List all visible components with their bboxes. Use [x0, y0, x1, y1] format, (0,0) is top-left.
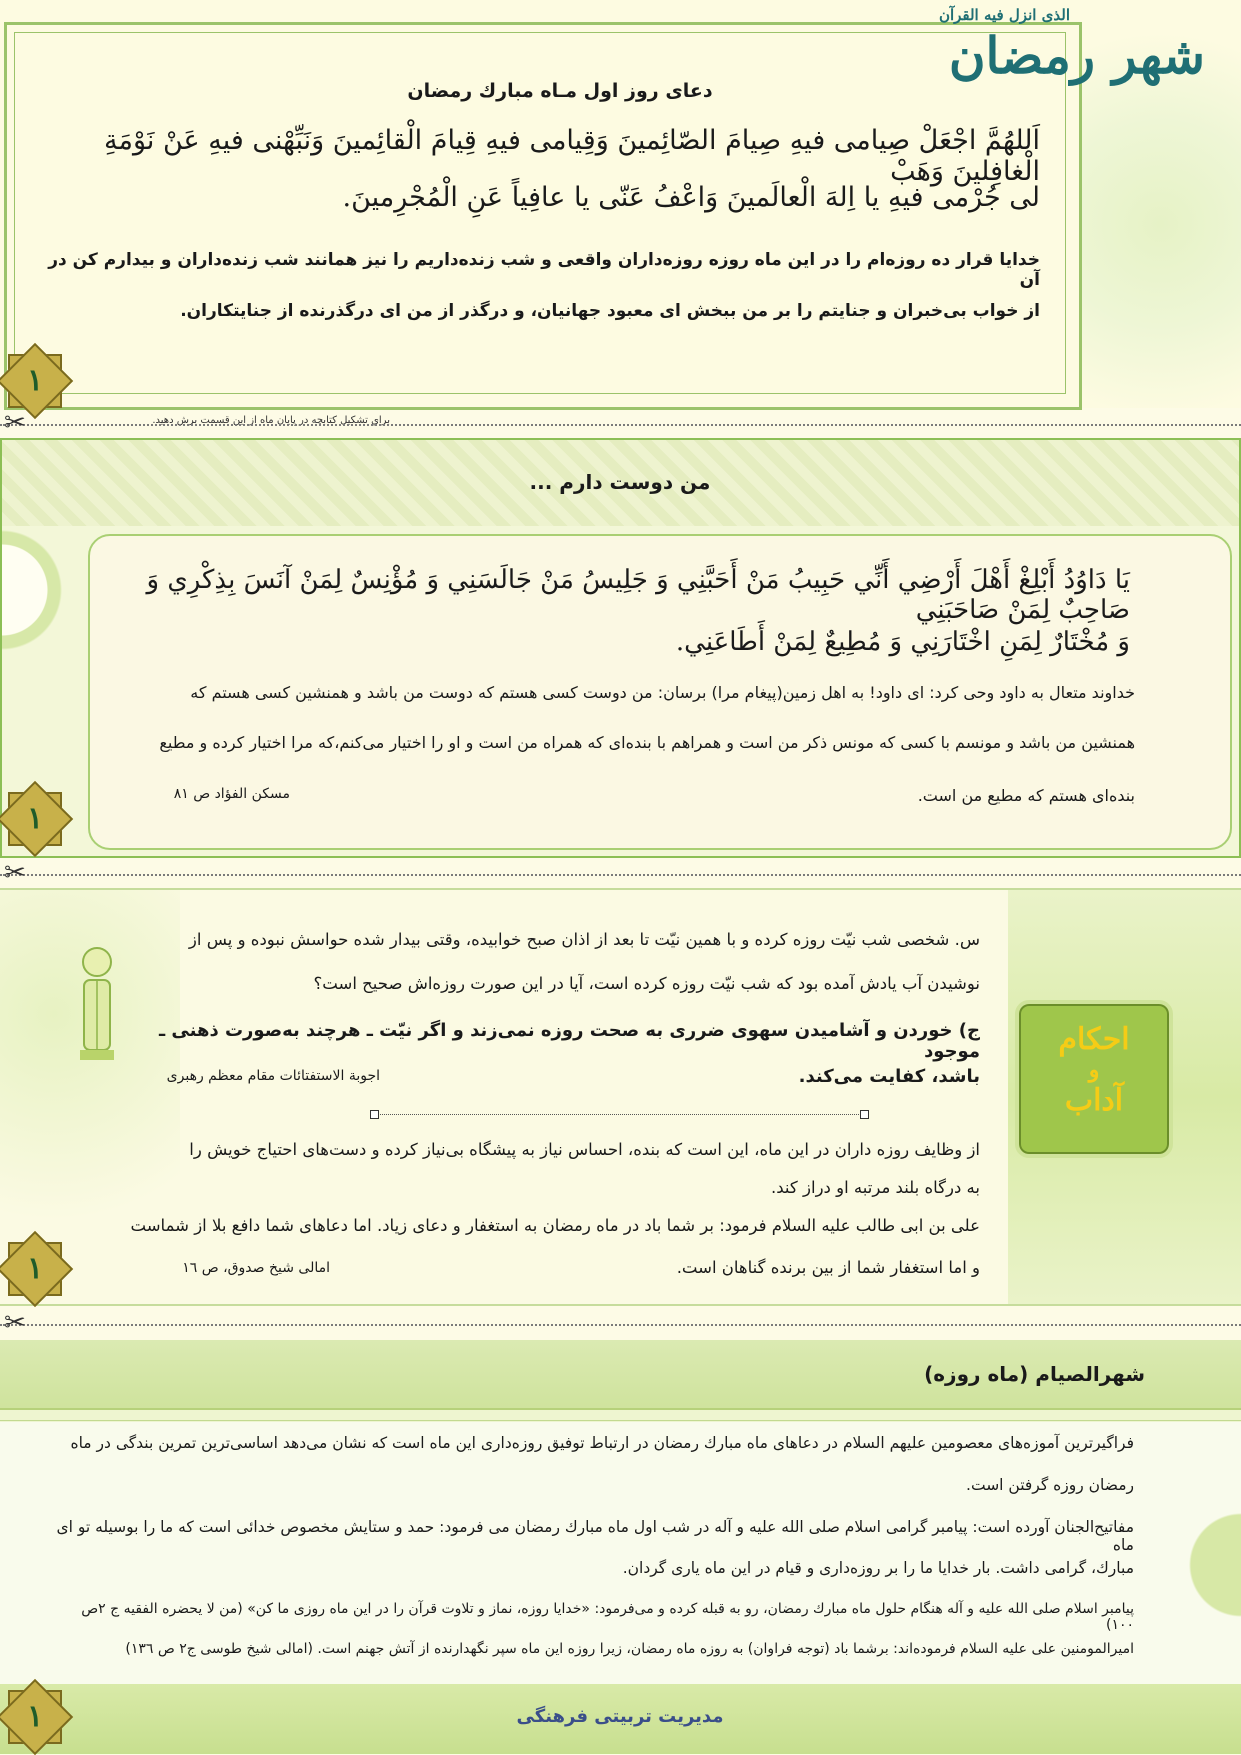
persian-line: همنشين من باشد و مونسم با كسى كه مونس ذكر من است و همراهم با بنده‌اى كه همراه من است و او را اختيار مى‌كنم،كه مرا اختيار كرده و مطيع	[159, 733, 1135, 752]
logo-subtitle: الذی انزل فیه القرآن	[938, 6, 1070, 24]
paragraph-line: على بن ابى طالب عليه السلام فرمود: بر شما باد در ماه رمضان به استغفار و دعاى زياد. اما دعاهاى شما دافع بلا از شماست	[130, 1216, 980, 1235]
section-title: من دوست دارم ...	[529, 470, 711, 494]
arabic-line: وَ مُخْتَارٌ لِمَنِ اخْتَارَنِي وَ مُطِيعٌ لِمَنْ أَطَاعَنِي.	[675, 627, 1130, 657]
persian-line: بنده‌اى هستم كه مطيع من است.	[917, 786, 1135, 805]
day-number-badge: ١	[2, 1684, 68, 1750]
day-number-badge: ١	[2, 1236, 68, 1302]
paragraph-line: و اما استغفار شما از بين برنده گناهان است.	[676, 1258, 980, 1277]
rulings-badge: احكام و آداب	[1015, 1000, 1173, 1158]
paragraph-line: از وظايف روزه داران در اين ماه، اين است كه بنده، احساس نياز به پيشگاه بى‌نياز كرده و دست‌هاى احتياج خويش را	[189, 1140, 980, 1159]
arabic-line: يَا دَاوُدُ أَبْلِغْ أَهْلَ أَرْضِي أَنِّي حَبِيبُ مَنْ أَحَبَّنِي وَ جَلِيسُ مَنْ جَالَسَنِي وَ مُؤْنِسٌ لِمَنْ آنَسَ بِذِكْرِي وَ صَاحِبٌ لِمَنْ صَاحَبَنِي	[146, 565, 1130, 625]
separator	[0, 1408, 1241, 1410]
day-number-badge: ١	[2, 786, 68, 852]
question-line: س. شخصى شب نيّت روزه كرده و با همين نيّت تا بعد از اذان صبح خوابيده، وقتى بيدار شده حواسش نبوده و پس از	[188, 930, 980, 949]
answer-line: ج) خوردن و آشاميدن سهوى ضررى به صحت روزه نمى‌زند و اگر نيّت ـ هرچند به‌صورت ذهنى ـ موجود	[159, 1020, 980, 1062]
answer-line: باشد، كفايت مى‌كند.	[798, 1066, 980, 1087]
question-line: نوشيدن آب يادش آمده بود كه شب نيّت روزه كرده است، آيا در اين صورت روزه‌اش صحيح است؟	[313, 974, 980, 993]
source-citation: اجوبة الاستفتائات مقام معظم رهبرى	[166, 1068, 380, 1084]
arabic-line: اَللهُمَّ اجْعَلْ صِيامى فيهِ صِيامَ الصّائِمينَ وَقِيامى فيهِ قِيامَ الْقائِمينَ وَنَبِّهْنى فيهِ عَنْ نَوْمَةِ الْغافِلينَ وَهَبْ	[104, 125, 1040, 187]
section-title: شهرالصيام (ماه روزه)	[924, 1362, 1145, 1386]
scissors-icon: ✂	[4, 858, 26, 888]
paragraph-line: مفاتيح‌الجنان آورده است: پيامبر گرامى اسلام صلى الله عليه و آله در شب اول ماه مبارك رمضان مى فرمود: حمد و ستايش مخصوص خدائى است كه ما را بوسيله تو اى ماه	[56, 1518, 1134, 1554]
cut-line	[0, 424, 1241, 426]
paragraph-line: رمضان روزه گرفتن است.	[966, 1476, 1134, 1494]
persian-line: از خواب بى‌خبران و جنايتم را بر من ببخش اى معبود جهانيان، و درگذر از من اى درگذرنده از جنايتكاران.	[180, 301, 1040, 321]
divider-handle	[370, 1110, 379, 1119]
source-citation: مسكن الفؤاد ص ٨١	[173, 786, 290, 802]
paragraph-line: فراگيرترين آموزه‌هاى معصومين عليهم السلام در دعاهاى ماه مبارك رمضان در ارتباط توفيق روزه‌دارى اين ماه است كه نشان مى‌دهد اساسى‌ترين تمرين بندگى در ماه	[70, 1434, 1134, 1452]
persian-line: خداوند متعال به داود وحى كرد: اى داود! به اهل زمين(پيغام مرا) برسان: من دوست كسى هستم كه دوست من باشد و همنشين كسى هستم كه	[190, 683, 1135, 702]
logo-title: شهر رمضان	[948, 26, 1205, 85]
paragraph-line: پيامبر اسلام صلى الله عليه و آله هنگام حلول ماه مبارك رمضان، رو به قبله كرده و مى‌فرمود: «خدايا روزه، نماز و تلاوت قرآن را در اين ماه روزى ما كن» (من لا يحضره الفقيه ج ٢ص ١٠٠)	[81, 1601, 1134, 1633]
persian-line: خدايا قرار ده روزه‌ام را در اين ماه روزه روزه‌داران واقعى و شب زنده‌داريم را نيز همانند شب زنده‌داران و بيدارم كن در آن	[48, 250, 1040, 290]
cut-line	[0, 1324, 1241, 1326]
arch-decoration	[2, 470, 86, 770]
source-citation: امالى شيخ صدوق، ص ١٦	[182, 1260, 330, 1276]
paragraph-line: مبارك، گرامى داشت. بار خدايا ما را بر روزه‌دارى و قيام در اين ماه يارى گردان.	[622, 1559, 1134, 1577]
cut-line	[0, 874, 1241, 876]
arabic-line: لى جُرْمى فيهِ يا اِلهَ الْعالَمينَ وَاعْفُ عَنّى يا عافِياً عَنِ الْمُجْرِمينَ.	[342, 182, 1040, 213]
separator	[0, 1420, 1241, 1421]
divider-handle	[860, 1110, 869, 1119]
page-title: دعای روز اول مـاه مبارك رمضان	[407, 80, 713, 102]
scissors-icon: ✂	[4, 1308, 26, 1338]
paragraph-line: به درگاه بلند مرتبه او دراز كند.	[771, 1178, 980, 1197]
cut-note: براي تشكيل كتابچه در پايان ماه از اين قسمت برش دهيد.	[152, 415, 390, 426]
day-number-badge: ١	[2, 348, 68, 414]
paragraph-line: اميرالمومنين على عليه السلام فرموده‌اند: برشما باد (توجه فراوان) به روزه ماه رمضان، زيرا روزه اين ماه سپر نگهدارنده از آتش جهنم است. (امالى شيخ طوسى ج٢ ص ١٣٦)	[125, 1641, 1134, 1657]
footer-text: مديريت تربيتى فرهنگى	[516, 1706, 724, 1727]
star-pattern-decoration	[1150, 1430, 1241, 1700]
scissors-icon: ✂	[4, 408, 26, 438]
divider	[373, 1114, 863, 1115]
